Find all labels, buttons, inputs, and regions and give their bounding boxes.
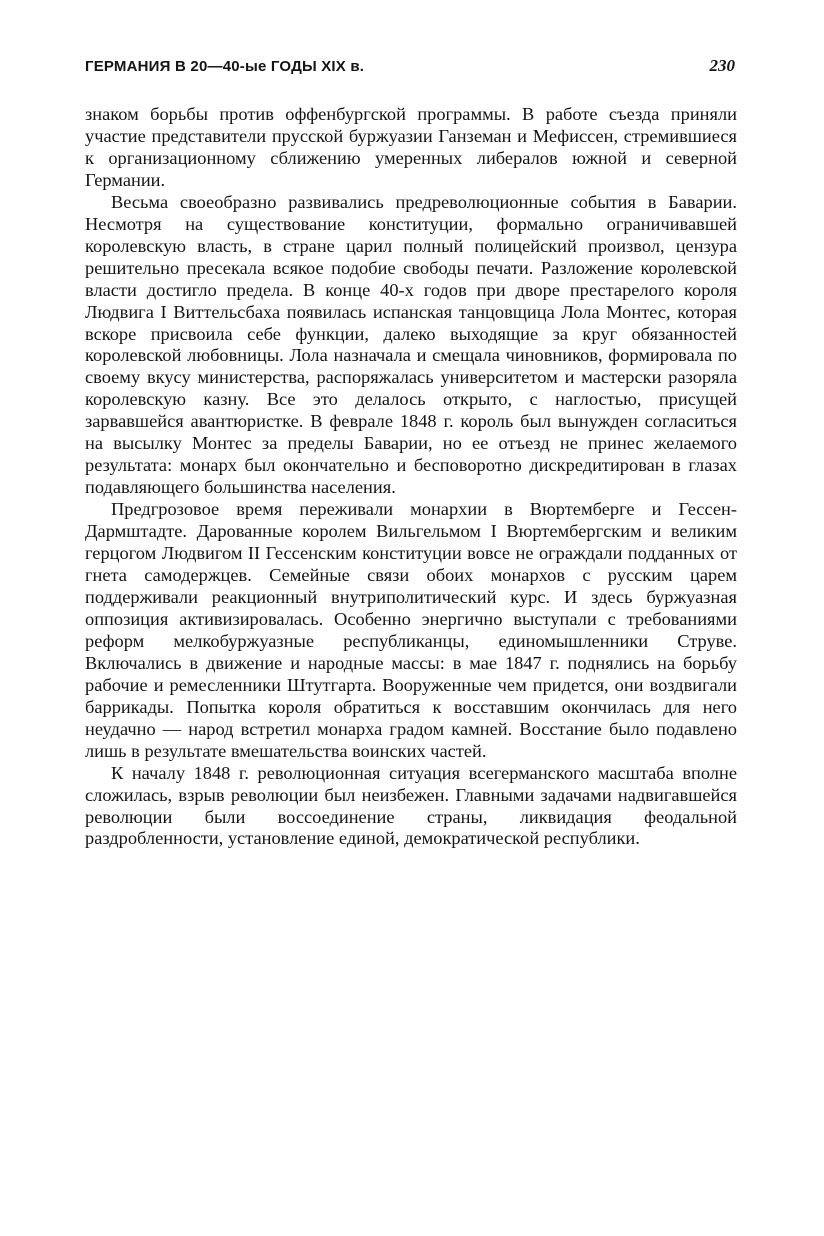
paragraph-continuation: знаком борьбы против оффенбургской программы. В работе съезда приняли участие представители прусской буржуазии Ганземан и Мефиссен, стремившиеся к организационному сближению умеренных либералов южной и северной Германии. — [85, 104, 737, 190]
paragraph-wurttemberg-hesse: Предгрозовое время переживали монархии в Вюртемберге и Гессен-Дармштадте. Дарованные королем Вильгельмом I Вюртембергским и великим герцогом Людвигом II Гессенским конституции вовсе не ограждали подданных от гнета самодержцев. Семейные связи обоих монархов с русским царем поддерживали реакционный внутриполитический курс. И здесь буржуазная оппозиция активизировалась. Особенно энергично выступали с требованиями реформ мелкобуржуазные республиканцы, единомышленники Струве. Включались в движение и народные массы: в мае 1847 г. поднялись на борьбу рабочие и ремесленники Штутгарта. Вооруженные чем придется, они воздвигали баррикады. Попытка короля обратиться к восставшим окончилась для него неудачно — народ встретил монарха градом камней. Восстание было подавлено лишь в результате вмешательства воинских частей. — [85, 499, 737, 761]
book-page — [85, 56, 737, 850]
paragraph-revolutionary-situation: К началу 1848 г. революционная ситуация всегерманского масштаба вполне сложилась, взрыв революции был неизбежен. Главными задачами надвигавшейся революции были воссоединение страны, ликвидация феодальной раздробленности, установление единой, демократической республики. — [85, 762, 737, 849]
page-number: 230 — [709, 56, 735, 75]
paragraph-bavaria: Весьма своеобразно развивались предреволюционные события в Баварии. Несмотря на существование конституции, формально ограничивавшей королевскую власть, в стране царил полный полицейский произвол, цензура решительно пресекала всякое подобие свободы печати. Разложение королевской власти достигло предела. В конце 40-х годов при дворе престарелого короля Людвига I Виттельсбаха появилась испанская танцовщица Лола Монтес, которая вскоре присвоила себе функции, далеко выходящие за круг обязанностей королевской любовницы. Лола назначала и смещала чиновников, формировала по своему вкусу министерства, распоряжалась университетом и мастерски разоряла королевскую казну. Все это делалось открыто, с наглостью, присущей зарвавшейся авантюристке. В феврале 1848 г. король был вынужден согласиться на высылку Монтес за пределы Баварии, но ее отъезд не принес желаемого результата: монарх был окончательно и бесповоротно дискредитирован в глазах подавляющего большинства населения. — [85, 191, 737, 498]
running-head — [85, 56, 737, 84]
running-title: ГЕРМАНИЯ В 20—40-ые ГОДЫ XIX в. — [85, 58, 365, 75]
text-body — [85, 104, 737, 850]
